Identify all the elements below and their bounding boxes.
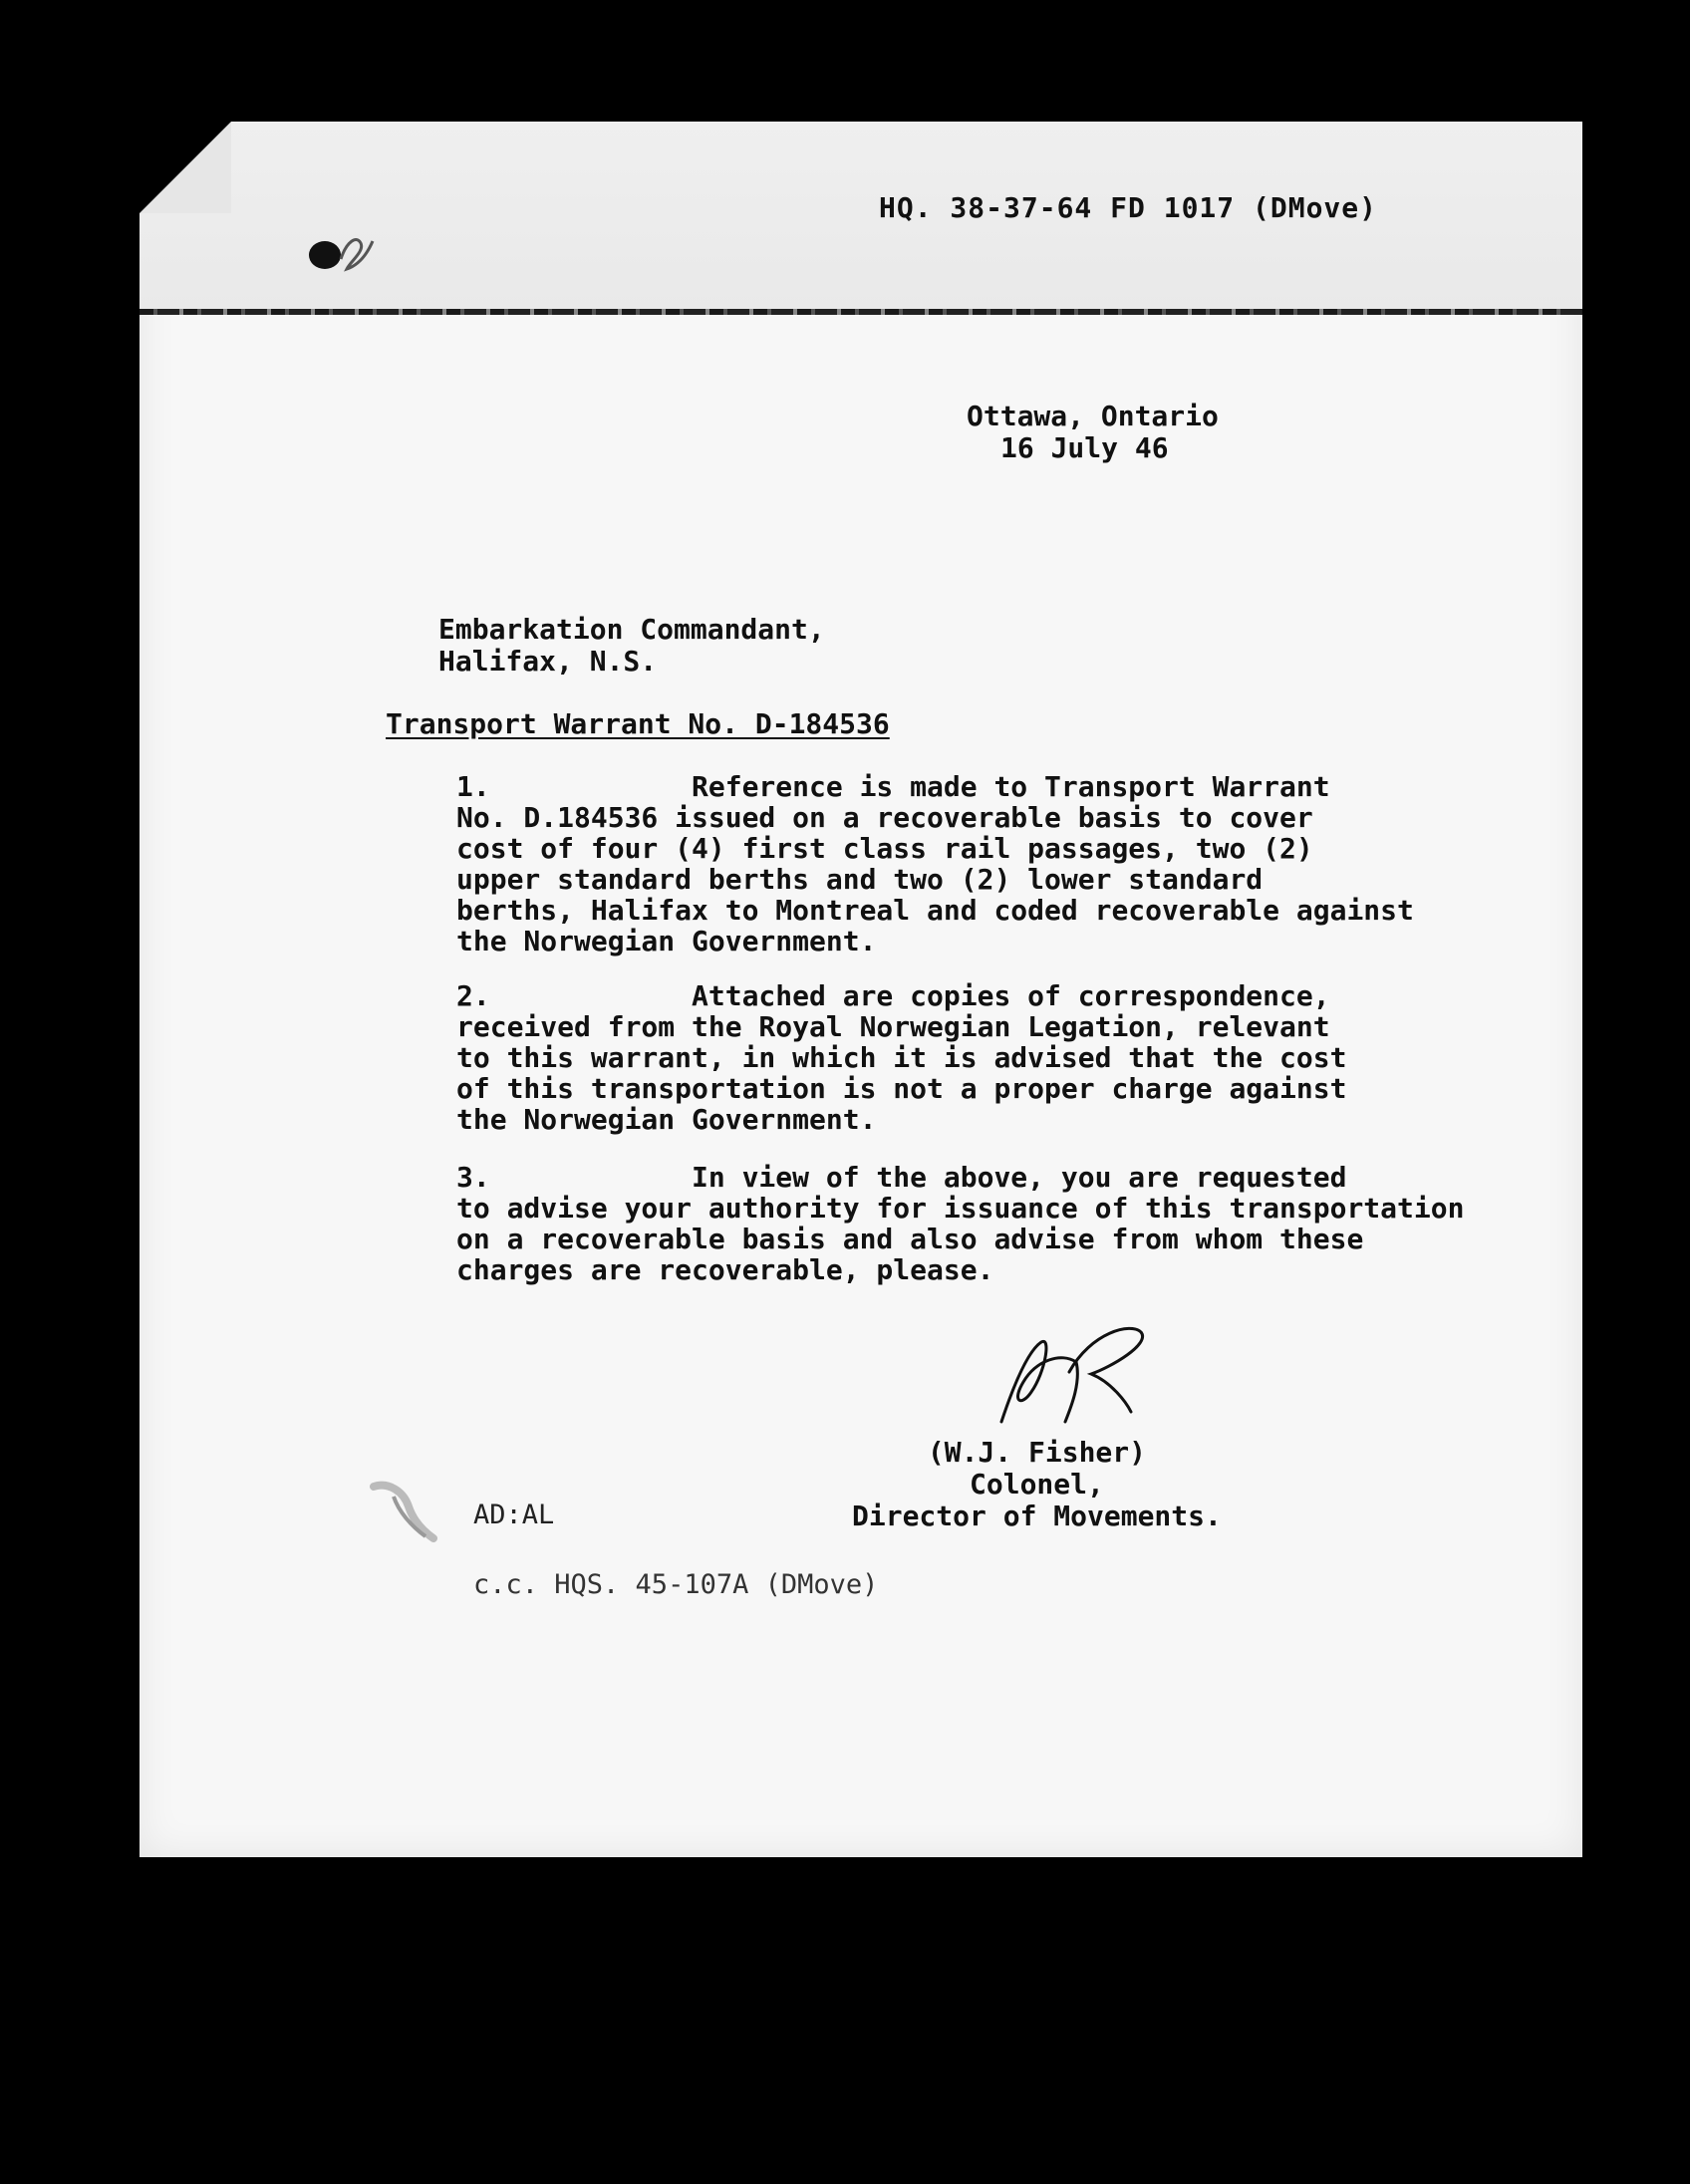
paragraph-2: 2. Attached are copies of correspondence, received from the Royal Norwegian Legation, relevant to this warrant, in which it is advised that the cost of this transportation is not a proper charge against the Norwegian Government. <box>456 979 1347 1136</box>
signatory-name: (W.J. Fisher) <box>927 1436 1147 1469</box>
signatory-rank: Colonel, <box>970 1468 1104 1501</box>
addressee-block <box>438 614 825 678</box>
folded-corner-flap <box>140 122 231 213</box>
signature-icon <box>982 1312 1166 1437</box>
carbon-copy-line: c.c. HQS. 45-107A (DMove) <box>473 1569 879 1600</box>
perforation-line <box>140 309 1582 315</box>
letter-date: 16 July 46 <box>1000 431 1169 464</box>
ink-smudge-icon <box>364 1467 443 1546</box>
signatory-title: Director of Movements. <box>852 1500 1222 1532</box>
reference-initials: AD:AL <box>473 1500 555 1530</box>
subject-line: Transport Warrant No. D-184536 <box>386 707 890 740</box>
paragraph-1: 1. Reference is made to Transport Warrant No. D.184536 issued on a recoverable basis to cover cost of four (4) first class rail passages, two (2) upper standard berths and two (2) lower standard berths, Halifax to Montreal and coded recoverable against the Norwegian Government. <box>456 770 1414 957</box>
document-sheet <box>140 122 1582 1857</box>
handwritten-mark-icon <box>307 221 379 281</box>
file-reference: HQ. 38-37-64 FD 1017 (DMove) <box>879 191 1378 224</box>
addressee-line2: Halifax, N.S. <box>438 645 658 678</box>
signature-block <box>852 1437 1222 1532</box>
place-and-date <box>967 401 1219 464</box>
paragraph-3: 3. In view of the above, you are requested to advise your authority for issuance of this transportation on a recoverable basis and also advise from whom these charges are recoverable, please. <box>456 1161 1465 1286</box>
place: Ottawa, Ontario <box>967 400 1219 432</box>
addressee-line1: Embarkation Commandant, <box>438 613 825 646</box>
